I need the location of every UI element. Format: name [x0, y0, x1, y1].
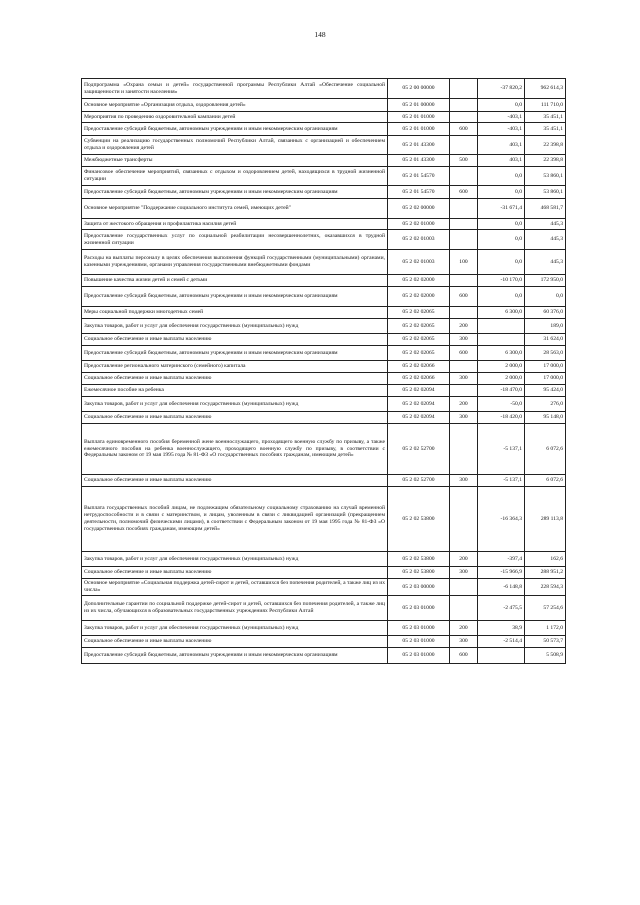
- table-row: [82, 136, 566, 155]
- row-expense-type: 300: [450, 636, 478, 648]
- table-row: [82, 373, 566, 385]
- row-expense-type: [450, 112, 478, 123]
- row-expense-type: [450, 424, 478, 475]
- row-total: 60 376,0: [525, 307, 566, 319]
- row-total: 53 860,1: [525, 167, 566, 186]
- table-row: [82, 230, 566, 250]
- row-expense-type: [450, 99, 478, 112]
- row-name: Субвенции на реализацию государственных полномочий Республики Алтай, связанных с организацией и обеспечением отдыха и оздоровления детей: [82, 136, 388, 155]
- row-change: [478, 648, 525, 664]
- row-code: 05 2 03 01000: [388, 636, 450, 648]
- table-row: [82, 186, 566, 199]
- row-code: 05 2 01 01000: [388, 112, 450, 123]
- row-expense-type: [450, 596, 478, 621]
- row-code: 05 2 01 54570: [388, 186, 450, 199]
- row-expense-type: [450, 307, 478, 319]
- row-expense-type: 600: [450, 346, 478, 361]
- row-change: 6 300,0: [478, 307, 525, 319]
- row-name: Социальное обеспечение и иные выплаты населению: [82, 373, 388, 385]
- row-change: 0,0: [478, 250, 525, 275]
- row-total: 31 624,0: [525, 334, 566, 346]
- row-name: Предоставление субсидий бюджетным, автономным учреждениям и иным некоммерческим организациям: [82, 287, 388, 307]
- row-total: 445,3: [525, 230, 566, 250]
- row-name: Ежемесячное пособие на ребенка: [82, 385, 388, 397]
- row-expense-type: 200: [450, 621, 478, 636]
- row-code: 05 2 01 01000: [388, 123, 450, 136]
- row-code: 05 2 00 00000: [388, 79, 450, 99]
- row-name: Закупка товаров, работ и услуг для обеспечения государственных (муниципальных) нужд: [82, 621, 388, 636]
- row-name: Предоставление субсидий бюджетным, автономным учреждениям и иным некоммерческим организациям: [82, 123, 388, 136]
- row-expense-type: [450, 167, 478, 186]
- row-total: 57 254,6: [525, 596, 566, 621]
- row-total: 111 710,0: [525, 99, 566, 112]
- table-row: [82, 155, 566, 167]
- table-row: [82, 385, 566, 397]
- row-code: 05 2 02 01003: [388, 230, 450, 250]
- row-change: -18 470,0: [478, 385, 525, 397]
- row-change: -10 170,0: [478, 275, 525, 287]
- row-change: 38,9: [478, 621, 525, 636]
- row-change: 0,0: [478, 230, 525, 250]
- table-row: [82, 596, 566, 621]
- table-row: [82, 219, 566, 230]
- row-code: 05 2 02 02094: [388, 412, 450, 424]
- row-code: 05 2 02 53800: [388, 567, 450, 579]
- table-row: [82, 621, 566, 636]
- row-code: 05 2 02 52700: [388, 424, 450, 475]
- row-expense-type: 500: [450, 155, 478, 167]
- row-total: 1 172,0: [525, 621, 566, 636]
- row-name: Закупка товаров, работ и услуг для обеспечения государственных (муниципальных) нужд: [82, 552, 388, 567]
- row-expense-type: [450, 487, 478, 552]
- table-row: [82, 167, 566, 186]
- row-change: 2 000,0: [478, 361, 525, 373]
- row-change: -16 364,3: [478, 487, 525, 552]
- row-total: 22 398,8: [525, 155, 566, 167]
- row-expense-type: 300: [450, 475, 478, 487]
- row-code: 05 2 03 01000: [388, 621, 450, 636]
- row-code: 05 2 02 53800: [388, 487, 450, 552]
- row-name: Основное мероприятие «Социальная поддержка детей-сирот и детей, оставшихся без попечения родителей, а также лиц из их числа»: [82, 579, 388, 596]
- table-row: [82, 250, 566, 275]
- row-change: 2 000,0: [478, 373, 525, 385]
- table-row: [82, 346, 566, 361]
- row-total: 53 860,1: [525, 186, 566, 199]
- row-code: 05 2 02 02000: [388, 275, 450, 287]
- row-change: 0,0: [478, 167, 525, 186]
- row-total: 28 563,0: [525, 346, 566, 361]
- row-name: Повышение качества жизни детей и семей с детьми: [82, 275, 388, 287]
- row-total: 6 072,6: [525, 475, 566, 487]
- row-total: 17 000,0: [525, 373, 566, 385]
- row-change: 403,1: [478, 155, 525, 167]
- row-name: Защита от жестокого обращения и профилактика насилия детей: [82, 219, 388, 230]
- row-expense-type: 100: [450, 250, 478, 275]
- row-change: -15 966,9: [478, 567, 525, 579]
- row-total: 162,6: [525, 552, 566, 567]
- budget-table: [81, 78, 566, 664]
- row-code: 05 2 02 02000: [388, 287, 450, 307]
- row-expense-type: 600: [450, 123, 478, 136]
- row-change: -31 671,4: [478, 199, 525, 219]
- row-name: Мероприятия по проведению оздоровительной кампании детей: [82, 112, 388, 123]
- row-name: Меры социальной поддержки многодетных семей: [82, 307, 388, 319]
- row-expense-type: 300: [450, 567, 478, 579]
- row-expense-type: [450, 230, 478, 250]
- row-change: -6 148,8: [478, 579, 525, 596]
- row-expense-type: 600: [450, 287, 478, 307]
- row-change: -403,1: [478, 123, 525, 136]
- table-row: [82, 99, 566, 112]
- row-total: 17 000,0: [525, 361, 566, 373]
- table-row: [82, 648, 566, 664]
- row-total: 95 148,0: [525, 412, 566, 424]
- row-name: Предоставление субсидий бюджетным, автономным учреждениям и иным некоммерческим организациям: [82, 648, 388, 664]
- row-change: -5 137,1: [478, 475, 525, 487]
- row-change: 0,0: [478, 287, 525, 307]
- row-name: Закупка товаров, работ и услуг для обеспечения государственных (муниципальных) нужд: [82, 319, 388, 334]
- table-row: [82, 397, 566, 412]
- row-expense-type: 600: [450, 648, 478, 664]
- row-code: 05 2 02 02065: [388, 307, 450, 319]
- row-name: Основное мероприятие "Поддержание социального института семей, имеющих детей": [82, 199, 388, 219]
- row-change: -2 475,5: [478, 596, 525, 621]
- table-row: [82, 636, 566, 648]
- row-name: Социальное обеспечение и иные выплаты населению: [82, 567, 388, 579]
- budget-table-body: [82, 79, 566, 664]
- row-code: 05 2 01 43300: [388, 136, 450, 155]
- row-change: 0,0: [478, 186, 525, 199]
- row-change: 0,0: [478, 99, 525, 112]
- row-code: 05 2 01 43300: [388, 155, 450, 167]
- row-expense-type: 300: [450, 334, 478, 346]
- row-name: Подпрограмма «Охрана семьи и детей» государственной программы Республики Алтай «Обеспечение социальной защищенности и занятости населения»: [82, 79, 388, 99]
- row-name: Закупка товаров, работ и услуг для обеспечения государственных (муниципальных) нужд: [82, 397, 388, 412]
- row-change: -5 137,1: [478, 424, 525, 475]
- row-total: 189,0: [525, 319, 566, 334]
- row-total: 962 614,3: [525, 79, 566, 99]
- row-code: 05 2 02 02065: [388, 319, 450, 334]
- row-change: -397,4: [478, 552, 525, 567]
- page-number: 148: [314, 30, 326, 39]
- row-name: Предоставление регионального материнского (семейного) капитала: [82, 361, 388, 373]
- row-code: 05 2 02 02066: [388, 361, 450, 373]
- row-name: Дополнительные гарантии по социальной поддержке детей-сирот и детей, оставшихся без попечения родителей, а также лиц из их числа, обучающихся в образовательных государственных учреждениях Республики Алтай: [82, 596, 388, 621]
- row-total: 95 424,0: [525, 385, 566, 397]
- row-total: 276,0: [525, 397, 566, 412]
- row-change: [478, 319, 525, 334]
- row-expense-type: 600: [450, 186, 478, 199]
- row-code: 05 2 02 00000: [388, 199, 450, 219]
- row-expense-type: [450, 579, 478, 596]
- row-total: 35 451,1: [525, 112, 566, 123]
- row-expense-type: 200: [450, 397, 478, 412]
- row-total: 289 113,8: [525, 487, 566, 552]
- table-row: [82, 567, 566, 579]
- row-code: 05 2 03 00000: [388, 579, 450, 596]
- row-name: Основное мероприятие «Организация отдыха, оздоровления детей»: [82, 99, 388, 112]
- row-code: 05 2 02 53800: [388, 552, 450, 567]
- row-change: -50,0: [478, 397, 525, 412]
- row-code: 05 2 02 02094: [388, 397, 450, 412]
- row-name: Расходы на выплаты персоналу в целях обеспечения выполнения функций государственными (муниципальными) органами, казенными учреждениями, органами управления государственными внебюджетными фондами: [82, 250, 388, 275]
- row-name: Социальное обеспечение и иные выплаты населению: [82, 636, 388, 648]
- row-code: 05 2 03 01000: [388, 648, 450, 664]
- row-total: 445,3: [525, 250, 566, 275]
- row-change: -2 514,4: [478, 636, 525, 648]
- row-code: 05 2 01 54570: [388, 167, 450, 186]
- table-row: [82, 552, 566, 567]
- row-name: Социальное обеспечение и иные выплаты населению: [82, 412, 388, 424]
- row-code: 05 2 02 01000: [388, 219, 450, 230]
- table-row: [82, 412, 566, 424]
- row-total: 5 508,9: [525, 648, 566, 664]
- row-total: 35 451,1: [525, 123, 566, 136]
- row-expense-type: [450, 361, 478, 373]
- row-expense-type: 300: [450, 412, 478, 424]
- row-code: 05 2 02 02065: [388, 346, 450, 361]
- row-name: Предоставление субсидий бюджетным, автономным учреждениям и иным некоммерческим организациям: [82, 346, 388, 361]
- table-row: [82, 487, 566, 552]
- row-name: Межбюджетные трансферты: [82, 155, 388, 167]
- row-change: -37 820,2: [478, 79, 525, 99]
- row-total: 50 573,7: [525, 636, 566, 648]
- row-total: 445,3: [525, 219, 566, 230]
- table-row: [82, 424, 566, 475]
- row-change: -403,1: [478, 112, 525, 123]
- table-row: [82, 319, 566, 334]
- table-row: [82, 123, 566, 136]
- row-total: 228 594,3: [525, 579, 566, 596]
- row-expense-type: 200: [450, 552, 478, 567]
- row-name: Выплата единовременного пособия беременной жене военнослужащего, проходящего военную службу по призыву, а также ежемесячного пособия на ребенка военнослужащего, проходящего военную службу по призыву, в соответствии с Федеральным законом от 19 мая 1995 года № 81-ФЗ «О государственных пособиях гражданам, имеющим детей»: [82, 424, 388, 475]
- row-change: [478, 334, 525, 346]
- table-row: [82, 275, 566, 287]
- row-change: 0,0: [478, 219, 525, 230]
- row-total: 288 951,2: [525, 567, 566, 579]
- table-row: [82, 334, 566, 346]
- row-code: 05 2 02 52700: [388, 475, 450, 487]
- row-expense-type: [450, 385, 478, 397]
- table-row: [82, 287, 566, 307]
- row-code: 05 2 02 02065: [388, 334, 450, 346]
- row-total: 22 398,8: [525, 136, 566, 155]
- row-expense-type: 200: [450, 319, 478, 334]
- table-row: [82, 199, 566, 219]
- row-change: 403,1: [478, 136, 525, 155]
- row-code: 05 2 02 02094: [388, 385, 450, 397]
- row-name: Финансовое обеспечение мероприятий, связанных с отдыхом и оздоровлением детей, находящихся в трудной жизненной ситуации: [82, 167, 388, 186]
- table-row: [82, 307, 566, 319]
- row-expense-type: [450, 79, 478, 99]
- row-total: 6 072,6: [525, 424, 566, 475]
- row-name: Социальное обеспечение и иные выплаты населению: [82, 334, 388, 346]
- row-expense-type: [450, 219, 478, 230]
- table-row: [82, 79, 566, 99]
- row-name: Выплата государственных пособий лицам, не подлежащим обязательному социальному страхованию на случай временной нетрудоспособности и в связи с материнством, и лицам, уволенным в связи с ликвидацией организаций (прекращением деятельности, полномочий физическими лицами), в соответствии с Федеральным законом от 19 мая 1995 года № 81-ФЗ «О государственных пособиях гражданам, имеющим детей»: [82, 487, 388, 552]
- row-expense-type: [450, 275, 478, 287]
- row-total: 0,0: [525, 287, 566, 307]
- row-name: Предоставление субсидий бюджетным, автономным учреждениям и иным некоммерческим организациям: [82, 186, 388, 199]
- row-expense-type: [450, 136, 478, 155]
- table-row: [82, 112, 566, 123]
- table-row: [82, 579, 566, 596]
- row-code: 05 2 03 01000: [388, 596, 450, 621]
- row-total: 468 581,7: [525, 199, 566, 219]
- table-row: [82, 361, 566, 373]
- row-code: 05 2 02 02066: [388, 373, 450, 385]
- row-total: 172 950,0: [525, 275, 566, 287]
- row-expense-type: 300: [450, 373, 478, 385]
- row-code: 05 2 01 00000: [388, 99, 450, 112]
- row-change: 6 300,0: [478, 346, 525, 361]
- row-name: Предоставление государственных услуг по социальной реабилитации несовершеннолетних, оказавшихся в трудной жизненной ситуации: [82, 230, 388, 250]
- table-row: [82, 475, 566, 487]
- row-expense-type: [450, 199, 478, 219]
- row-code: 05 2 02 01003: [388, 250, 450, 275]
- row-change: -18 420,0: [478, 412, 525, 424]
- row-name: Социальное обеспечение и иные выплаты населению: [82, 475, 388, 487]
